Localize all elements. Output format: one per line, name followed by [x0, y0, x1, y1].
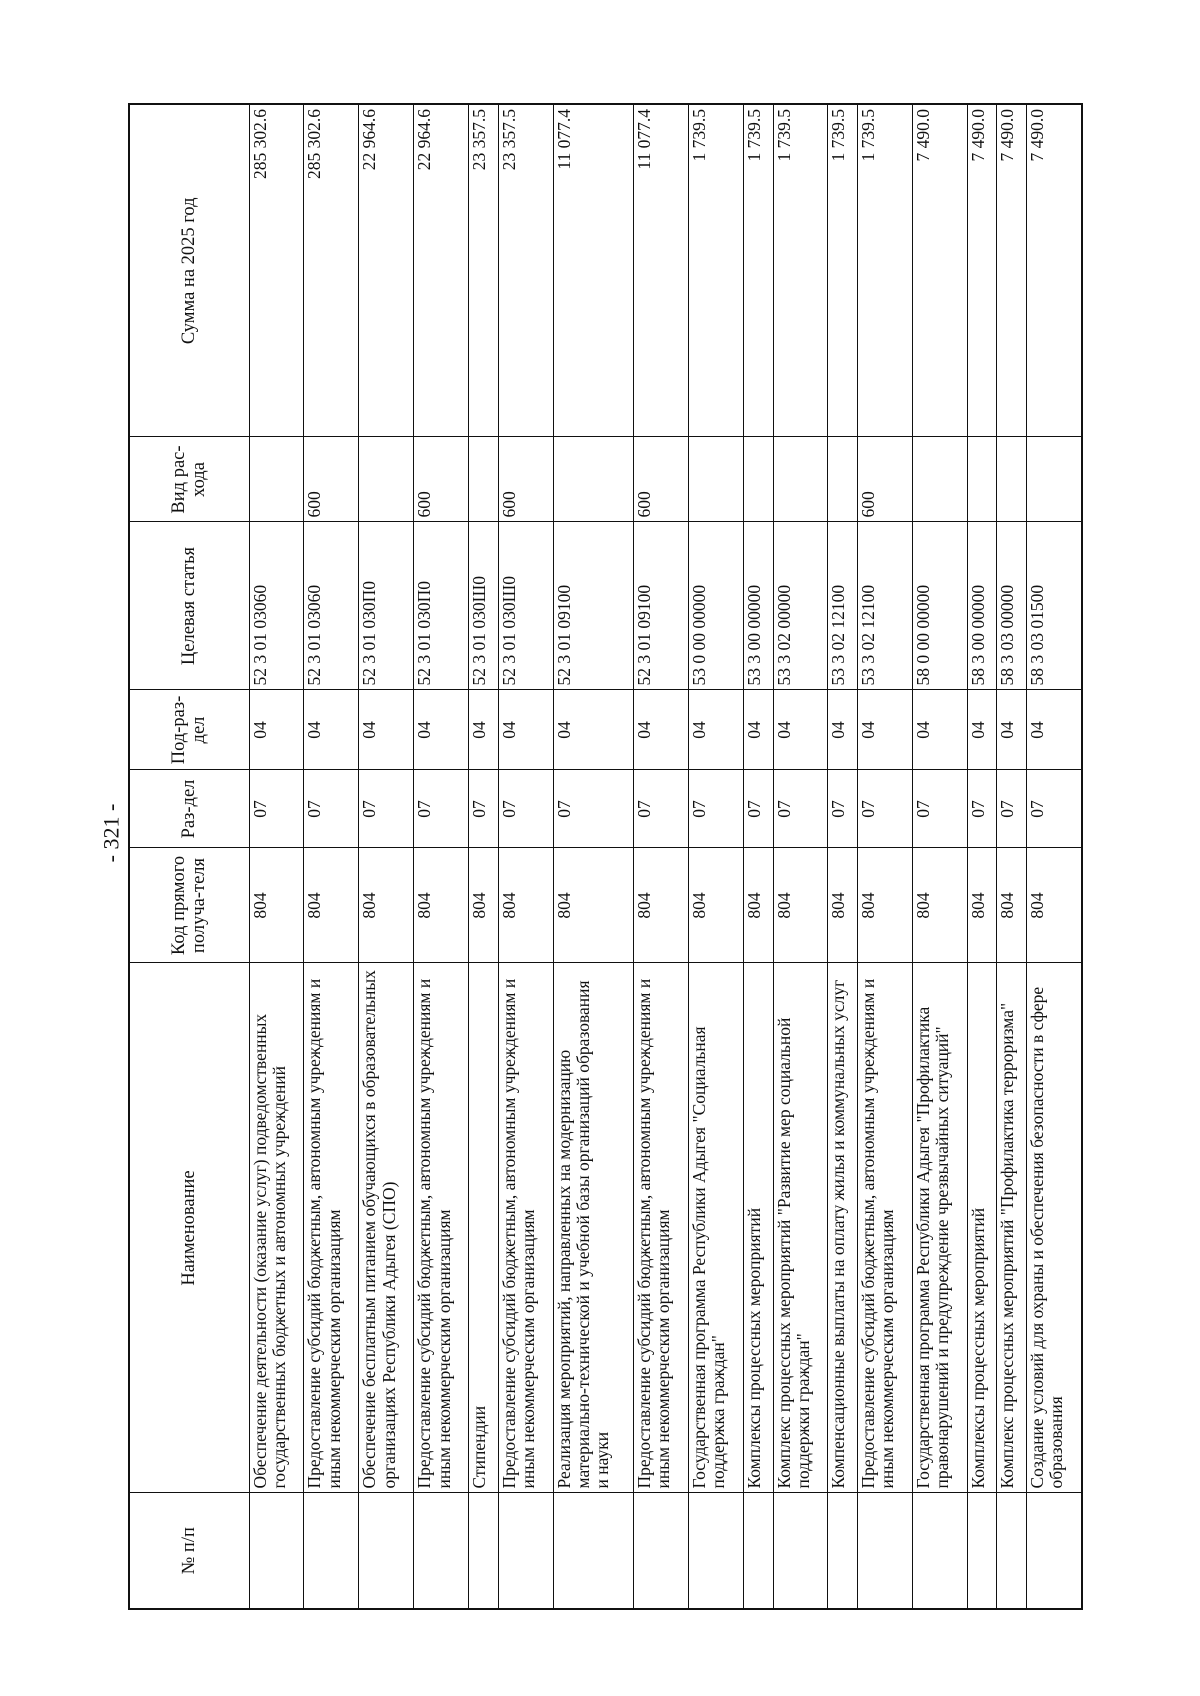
cell-recipient: 804 [1026, 848, 1082, 963]
cell-amount: 1 739.5 [744, 104, 773, 437]
cell-section: 07 [414, 770, 469, 848]
cell-expense-type: 600 [304, 437, 359, 522]
table-row [553, 104, 633, 1609]
cell-section: 07 [912, 770, 967, 848]
cell-num [553, 1493, 633, 1609]
cell-num [967, 1493, 996, 1609]
cell-num [304, 1493, 359, 1609]
cell-num [857, 1493, 912, 1609]
cell-name: Предоставление субсидий бюджетным, автономным учреждениям и иным некоммерческим организациям [498, 963, 553, 1493]
header-subsection: Под-раз-дел [129, 690, 249, 770]
cell-name: Создание условий для охраны и обеспечения безопасности в сфере образования [1026, 963, 1082, 1493]
cell-expense-type [912, 437, 967, 522]
table-row [967, 104, 996, 1609]
cell-recipient: 804 [469, 848, 498, 963]
cell-num [359, 1493, 414, 1609]
cell-section: 07 [689, 770, 744, 848]
cell-name: Предоставление субсидий бюджетным, автономным учреждениям и иным некоммерческим организациям [634, 963, 689, 1493]
cell-expense-type [469, 437, 498, 522]
cell-subsection: 04 [857, 690, 912, 770]
cell-section: 07 [744, 770, 773, 848]
cell-target: 53 3 02 12100 [857, 522, 912, 690]
table-row [689, 104, 744, 1609]
cell-subsection: 04 [498, 690, 553, 770]
cell-subsection: 04 [744, 690, 773, 770]
cell-subsection: 04 [414, 690, 469, 770]
cell-target: 58 0 00 00000 [912, 522, 967, 690]
cell-expense-type: 600 [634, 437, 689, 522]
cell-expense-type [773, 437, 828, 522]
cell-name: Комплексы процессных мероприятий [967, 963, 996, 1493]
cell-name: Государственная программа Республики Адыгея "Профилактика правонарушений и предупреждение чрезвычайных ситуаций" [912, 963, 967, 1493]
cell-section: 07 [304, 770, 359, 848]
cell-num [912, 1493, 967, 1609]
cell-recipient: 804 [967, 848, 996, 963]
cell-subsection: 04 [634, 690, 689, 770]
cell-amount: 22 964.6 [414, 104, 469, 437]
cell-name: Предоставление субсидий бюджетным, автономным учреждениям и иным некоммерческим организациям [857, 963, 912, 1493]
rotated-table-wrapper [128, 105, 1083, 1610]
cell-section: 07 [359, 770, 414, 848]
cell-name: Предоставление субсидий бюджетным, автономным учреждениям и иным некоммерческим организациям [304, 963, 359, 1493]
cell-section: 07 [249, 770, 304, 848]
table-body [249, 104, 1082, 1609]
cell-section: 07 [553, 770, 633, 848]
cell-recipient: 804 [857, 848, 912, 963]
cell-target: 52 3 01 09100 [634, 522, 689, 690]
cell-subsection: 04 [828, 690, 857, 770]
cell-expense-type [828, 437, 857, 522]
cell-num [828, 1493, 857, 1609]
cell-subsection: 04 [997, 690, 1026, 770]
table-row [828, 104, 857, 1609]
cell-amount: 23 357.5 [498, 104, 553, 437]
cell-expense-type [744, 437, 773, 522]
cell-subsection: 04 [304, 690, 359, 770]
table-row [414, 104, 469, 1609]
table-row [634, 104, 689, 1609]
table-header-row [129, 104, 249, 1609]
header-recipient: Код прямого получа-теля [129, 848, 249, 963]
cell-recipient: 804 [828, 848, 857, 963]
cell-amount: 1 739.5 [828, 104, 857, 437]
cell-amount: 1 739.5 [857, 104, 912, 437]
cell-subsection: 04 [553, 690, 633, 770]
cell-amount: 11 077.4 [553, 104, 633, 437]
cell-name: Комплекс процессных мероприятий "Развитие мер социальной поддержки граждан" [773, 963, 828, 1493]
cell-amount: 7 490.0 [912, 104, 967, 437]
cell-section: 07 [469, 770, 498, 848]
cell-recipient: 804 [634, 848, 689, 963]
cell-expense-type [359, 437, 414, 522]
cell-name: Обеспечение бесплатным питанием обучающихся в образовательных организациях Республики Адыгея (СПО) [359, 963, 414, 1493]
table-row [1026, 104, 1082, 1609]
cell-subsection: 04 [1026, 690, 1082, 770]
cell-expense-type: 600 [414, 437, 469, 522]
cell-num [744, 1493, 773, 1609]
cell-amount: 23 357.5 [469, 104, 498, 437]
cell-amount: 7 490.0 [1026, 104, 1082, 437]
cell-section: 07 [967, 770, 996, 848]
cell-target: 53 0 00 00000 [689, 522, 744, 690]
cell-target: 52 3 01 030Ш0 [498, 522, 553, 690]
cell-num [634, 1493, 689, 1609]
cell-section: 07 [997, 770, 1026, 848]
table-row [498, 104, 553, 1609]
cell-target: 53 3 02 00000 [773, 522, 828, 690]
cell-target: 52 3 01 030П0 [359, 522, 414, 690]
cell-expense-type [553, 437, 633, 522]
cell-recipient: 804 [304, 848, 359, 963]
cell-expense-type: 600 [498, 437, 553, 522]
cell-section: 07 [828, 770, 857, 848]
cell-name: Компенсационные выплаты на оплату жилья и коммунальных услуг [828, 963, 857, 1493]
cell-target: 58 3 03 01500 [1026, 522, 1082, 690]
table-row [912, 104, 967, 1609]
header-expense-type: Вид рас-хода [129, 437, 249, 522]
cell-name: Предоставление субсидий бюджетным, автономным учреждениям и иным некоммерческим организациям [414, 963, 469, 1493]
cell-target: 52 3 01 03060 [249, 522, 304, 690]
cell-target: 53 3 02 12100 [828, 522, 857, 690]
header-name: Наименование [129, 963, 249, 1493]
cell-amount: 285 302.6 [249, 104, 304, 437]
cell-num [773, 1493, 828, 1609]
cell-expense-type [249, 437, 304, 522]
cell-recipient: 804 [773, 848, 828, 963]
cell-name: Комплексы процессных мероприятий [744, 963, 773, 1493]
cell-section: 07 [857, 770, 912, 848]
cell-expense-type [1026, 437, 1082, 522]
cell-recipient: 804 [997, 848, 1026, 963]
cell-num [997, 1493, 1026, 1609]
cell-num [689, 1493, 744, 1609]
cell-recipient: 804 [414, 848, 469, 963]
cell-target: 52 3 01 09100 [553, 522, 633, 690]
table-row [773, 104, 828, 1609]
cell-expense-type [997, 437, 1026, 522]
cell-amount: 1 739.5 [773, 104, 828, 437]
cell-amount: 1 739.5 [689, 104, 744, 437]
cell-amount: 11 077.4 [634, 104, 689, 437]
header-amount: Сумма на 2025 год [129, 104, 249, 437]
cell-name: Стипендии [469, 963, 498, 1493]
table-row [359, 104, 414, 1609]
table-row [857, 104, 912, 1609]
budget-table [128, 103, 1083, 1610]
cell-recipient: 804 [689, 848, 744, 963]
cell-amount: 7 490.0 [967, 104, 996, 437]
cell-num [414, 1493, 469, 1609]
cell-name: Государственная программа Республики Адыгея "Социальная поддержка граждан" [689, 963, 744, 1493]
table-row [997, 104, 1026, 1609]
cell-recipient: 804 [498, 848, 553, 963]
cell-name: Реализация мероприятий, направленных на модернизацию материально-технической и учебной базы организаций образования и науки [553, 963, 633, 1493]
cell-expense-type [689, 437, 744, 522]
cell-amount: 7 490.0 [997, 104, 1026, 437]
cell-num [249, 1493, 304, 1609]
cell-section: 07 [773, 770, 828, 848]
cell-num [1026, 1493, 1082, 1609]
cell-subsection: 04 [359, 690, 414, 770]
cell-subsection: 04 [249, 690, 304, 770]
cell-target: 52 3 01 030П0 [414, 522, 469, 690]
cell-expense-type [967, 437, 996, 522]
cell-target: 58 3 00 00000 [967, 522, 996, 690]
cell-target: 58 3 03 00000 [997, 522, 1026, 690]
cell-recipient: 804 [553, 848, 633, 963]
cell-subsection: 04 [912, 690, 967, 770]
cell-target: 52 3 01 030Ш0 [469, 522, 498, 690]
table-row [469, 104, 498, 1609]
cell-section: 07 [634, 770, 689, 848]
cell-recipient: 804 [359, 848, 414, 963]
cell-amount: 285 302.6 [304, 104, 359, 437]
cell-name: Комплекс процессных мероприятий "Профилактика терроризма" [997, 963, 1026, 1493]
cell-target: 53 3 00 00000 [744, 522, 773, 690]
cell-subsection: 04 [469, 690, 498, 770]
cell-subsection: 04 [773, 690, 828, 770]
page-number: - 321 - [98, 803, 124, 863]
cell-name: Обеспечение деятельности (оказание услуг) подведомственных государственных бюджетных и автономных учреждений [249, 963, 304, 1493]
cell-num [469, 1493, 498, 1609]
table-row [744, 104, 773, 1609]
cell-expense-type: 600 [857, 437, 912, 522]
header-num: № п/п [129, 1493, 249, 1609]
cell-section: 07 [1026, 770, 1082, 848]
cell-section: 07 [498, 770, 553, 848]
cell-amount: 22 964.6 [359, 104, 414, 437]
cell-recipient: 804 [744, 848, 773, 963]
cell-subsection: 04 [967, 690, 996, 770]
table-row [304, 104, 359, 1609]
header-target: Целевая статья [129, 522, 249, 690]
cell-recipient: 804 [912, 848, 967, 963]
cell-num [498, 1493, 553, 1609]
cell-subsection: 04 [689, 690, 744, 770]
header-section: Раз-дел [129, 770, 249, 848]
cell-target: 52 3 01 03060 [304, 522, 359, 690]
cell-recipient: 804 [249, 848, 304, 963]
table-row [249, 104, 304, 1609]
